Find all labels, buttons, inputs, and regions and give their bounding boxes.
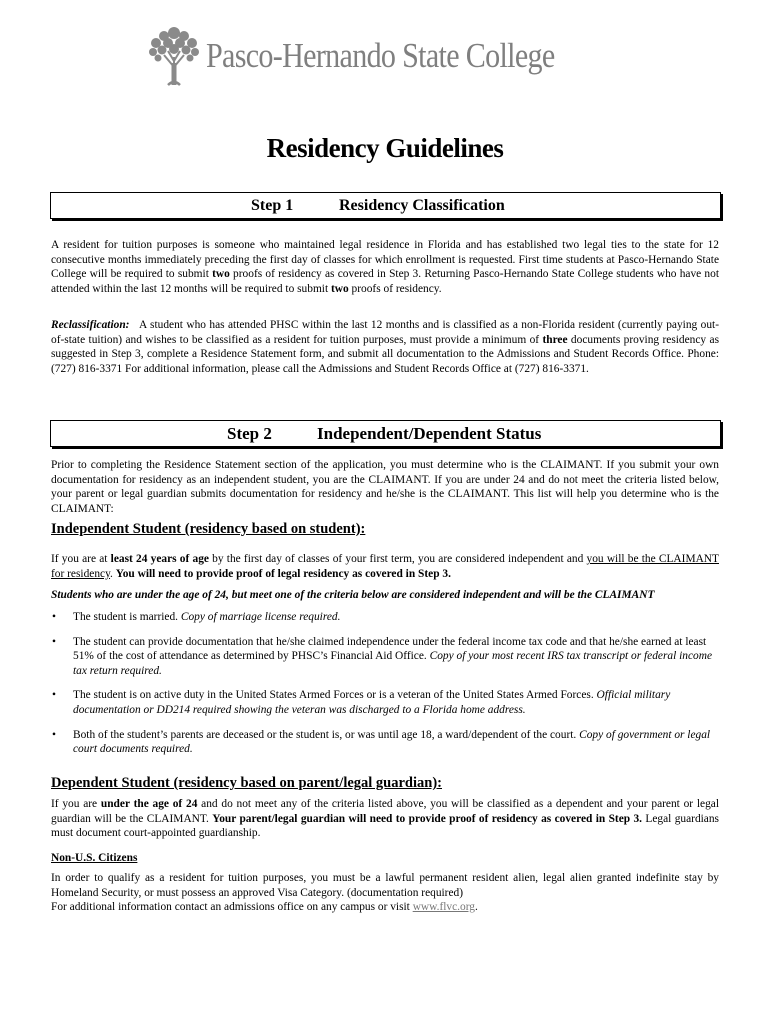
text-segment: For additional information contact an admissions office on any campus or visit: [51, 901, 413, 914]
step1-box: [50, 192, 721, 219]
text-segment: In order to qualify as a resident for tuition purposes, you must be a lawful permanent resident alien, legal alien granted indefinite stay by Homeland Security, or must possess an approved Visa Category. (documentation required): [51, 872, 719, 899]
text-segment: .: [475, 901, 478, 914]
page-title: Residency Guidelines: [266, 133, 504, 163]
bullet-text: The student is on active duty in the United States Armed Forces or is a veteran of the United States Armed Forces.: [73, 689, 597, 702]
list-item: [51, 688, 719, 717]
reclassification-label: Reclassification:: [51, 319, 130, 331]
text-segment: A resident for tuition purposes is someone who maintained legal residence in Florida and has established two legal ties to the state for 12 consecutive months immediately preceding the first day of classes for which enrollment is requested. First time students at Pasco-Hernando State College will be required to submit: [51, 239, 719, 281]
proof-requirement: Your parent/legal guardian will need to provide proof of residency as covered in Step 3.: [212, 812, 643, 825]
text-segment: .: [110, 567, 116, 580]
emphasis-age: under the age of 24: [100, 798, 198, 810]
text-segment: If you are: [51, 798, 101, 810]
bullet-text: The student is married.: [73, 611, 181, 623]
text-segment: proofs of residency as covered in Step 3. Returning Pasco-Hernando State College students who have not attended within the last 12 months will be required to submit: [51, 268, 719, 295]
bullet-requirement: Official military documentation or DD214 required showing the veteran was discharged to a Florida home address.: [73, 689, 671, 716]
independent-paragraph: [51, 552, 719, 581]
bullet-icon: •: [52, 611, 56, 623]
claimant-underline: you will be the CLAIMANT for residency: [51, 553, 719, 580]
bullet-requirement: Copy of marriage license required.: [180, 611, 341, 623]
college-header: [146, 22, 611, 88]
residency-definition-paragraph: [51, 238, 719, 296]
step2-title: Independent/Dependent Status: [317, 423, 542, 443]
text-segment: A student who has attended PHSC within the last 12 months and is classified as a non-Florida resident (currently paying out-of-state tuition) and wishes to be classified as a resident for tuition purposes, must provide a minimum of: [51, 319, 719, 346]
text-segment: by the first day of classes of your first term, you are considered independent and: [208, 553, 587, 565]
bullet-text: The student can provide documentation that he/she claimed independence under the federal income tax code and that he/she earned at least 51% of the cost of attendance as determined by PHSC’s Financial Aid Office.: [73, 635, 707, 663]
bullet-text: Both of the student’s parents are deceased or the student is, or was until age 18, a ward/dependent of the court.: [73, 728, 580, 741]
non-us-citizens-heading: Non-U.S. Citizens: [51, 852, 138, 864]
reclassification-paragraph: [51, 318, 719, 376]
bullet-icon: •: [52, 728, 56, 741]
bullet-requirement: Copy of your most recent IRS tax transcript or federal income tax return required.: [73, 650, 713, 677]
emphasis-age: least 24 years of age: [110, 553, 209, 565]
step2-box: [50, 420, 721, 447]
text-segment: documents proving residency as suggested in Step 3, complete a Residence Statement form, and submit all documentation to the Admissions and Student Records Office. Phone: (727) 816-3371 For additional information, please call the Admissions and Student Records Office at (727) 816-3371.: [51, 333, 719, 375]
dependent-student-heading: Dependent Student (residency based on parent/legal guardian):: [51, 775, 442, 791]
criteria-list: [51, 610, 719, 767]
text-segment: Legal guardians must document court-appointed guardianship.: [51, 812, 719, 840]
step1-title: Residency Classification: [339, 196, 505, 214]
step1-number: Step 1: [251, 196, 294, 214]
list-item: [51, 635, 719, 679]
college-name: Pasco-Hernando State College: [206, 35, 555, 75]
independent-student-heading: Independent Student (residency based on student):: [51, 521, 366, 537]
non-us-paragraph: [51, 871, 719, 915]
dependent-paragraph: [51, 797, 719, 841]
text-segment: proofs of residency.: [348, 282, 442, 295]
flvc-link[interactable]: www.flvc.org: [412, 901, 476, 914]
text-segment: If you are at: [51, 553, 111, 565]
proof-requirement: You will need to provide proof of legal residency as covered in Step 3.: [115, 567, 451, 580]
emphasis-two: two: [212, 268, 230, 281]
emphasis-two: two: [330, 282, 349, 295]
text-segment: and do not meet any of the criteria listed above, you will be classified as a dependent and your parent or legal guardian will be the CLAIMANT.: [51, 798, 719, 825]
list-item: [51, 610, 719, 625]
emphasis-three: three: [542, 333, 568, 346]
list-item: [51, 728, 719, 757]
claimant-intro-paragraph: Prior to completing the Residence Statement section of the application, you must determine who is the CLAIMANT. If you submit your own documentation for residency as an independent student, you are the CLAIMANT. If you are under 24 and do not meet the criteria listed below, your parent or legal guardian submits documentation for residency and he/she is the CLAIMANT. This list will help you determine who is the CLAIMANT:: [51, 459, 719, 515]
bullet-icon: •: [52, 689, 56, 702]
tree-icon: [146, 23, 202, 87]
bullet-icon: •: [52, 635, 56, 648]
bullet-requirement: Copy of government or legal court documents required.: [73, 728, 711, 756]
step2-number: Step 2: [227, 423, 272, 443]
under-24-note: Students who are under the age of 24, but meet one of the criteria below are considered independent and will be the CLAIMANT: [51, 589, 655, 601]
